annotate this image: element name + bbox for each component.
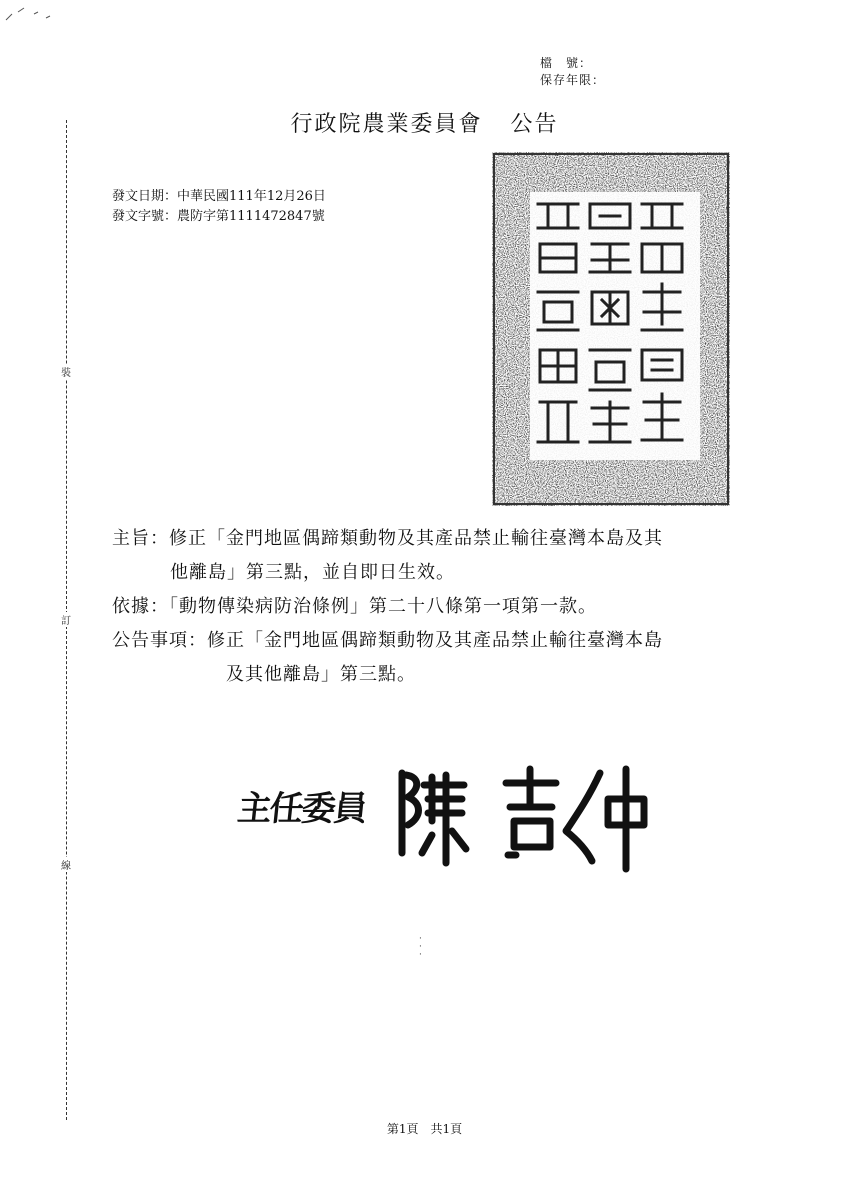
issue-date-row [112,187,326,207]
file-number-label: 檔 號： [540,56,593,70]
retention-period-label: 保存年限： [540,73,606,87]
basis-text: 「動物傳染病防治條例」第二十八條第一項第一款。 [169,596,597,617]
basis-line [112,590,762,624]
reference-number-row [112,207,326,227]
binding-mark-zhuang: 裝 [60,364,72,379]
notice-line-2 [112,658,762,692]
signatory-title: 主任委員 [235,789,368,829]
file-info [540,55,605,89]
agency-name: 行政院農業委員會 [290,112,483,137]
subject-line-1 [112,522,762,556]
official-seal [492,152,730,506]
notice-text-2: 及其他離島」第三點。 [226,664,416,685]
reference-number-label: 發文字號： [112,209,178,224]
handwritten-signature [388,755,658,875]
notice-body [112,522,762,692]
page-number: 第1頁 共1頁 [386,1122,463,1136]
issue-date-value: 中華民國111年12月26日 [177,189,326,204]
scan-corner-mark [4,4,54,24]
notice-label: 公告事項： [112,630,207,651]
document-type: 公告 [510,112,559,137]
reference-number-value: 農防字第1111472847號 [177,209,325,224]
document-meta [112,187,326,227]
subject-text-2: 他離島」第三點，並自即日生效。 [170,562,455,583]
document-title [0,107,849,138]
basis-label: 依據： [112,596,169,617]
subject-label: 主旨： [112,528,169,549]
notice-line-1 [112,624,762,658]
subject-line-2 [112,556,762,590]
subject-text-1: 修正「金門地區偶蹄類動物及其產品禁止輸往臺灣本島及其 [169,528,663,549]
binding-mark-xian: 線 [60,857,72,872]
binding-mark-ding: 訂 [60,612,72,627]
issue-date-label: 發文日期： [112,189,178,204]
signature-block [235,755,658,875]
scan-dots: · · · [419,934,422,960]
notice-text-1: 修正「金門地區偶蹄類動物及其產品禁止輸往臺灣本島 [207,630,663,651]
